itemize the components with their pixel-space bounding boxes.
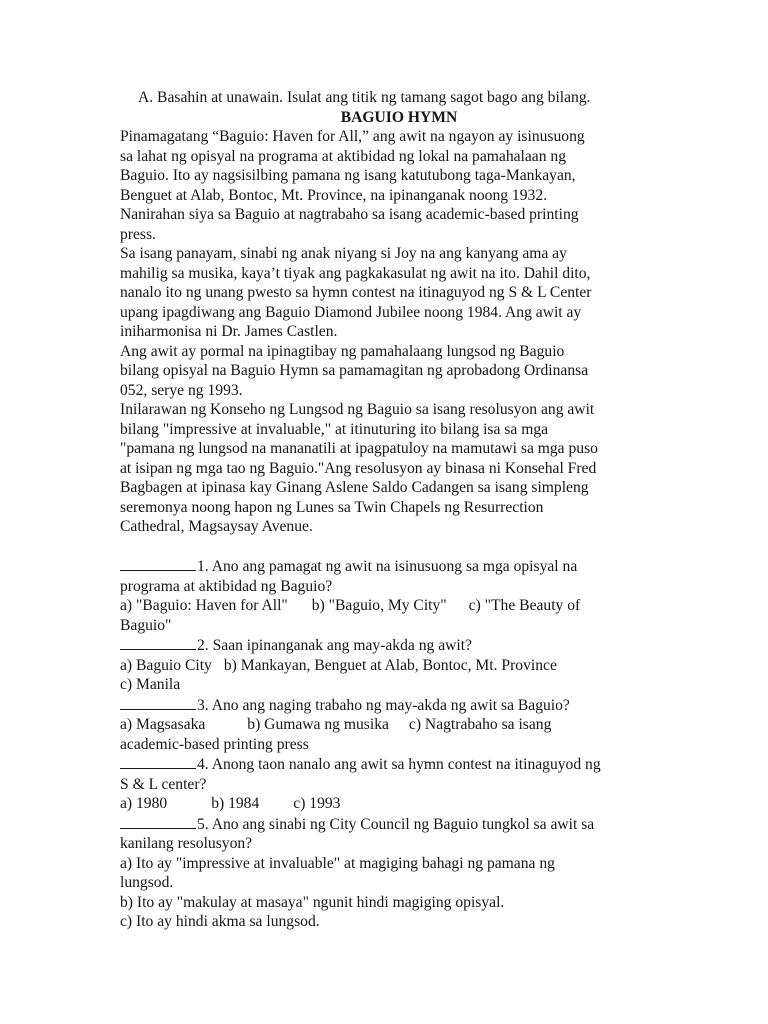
passage-line: Baguio. Ito ay nagsisilbing pamana ng isang katutubong taga-Mankayan, xyxy=(120,167,576,184)
passage-title: BAGUIO HYMN xyxy=(340,108,458,126)
passage-line: Bagbagen at ipinasa kay Ginang Aslene Saldo Cadangen sa isang simpleng xyxy=(120,479,589,496)
passage-line: Ang awit ay pormal na ipinagtibay ng pamahalaang lungsod ng Baguio xyxy=(120,342,565,360)
choice-c-continued: academic-based printing press xyxy=(120,735,309,753)
question-1 xyxy=(120,556,660,635)
passage-line: press. xyxy=(120,225,156,243)
passage-line: 052, serye ng 1993. xyxy=(120,381,243,399)
answer-blank-4[interactable] xyxy=(120,754,196,769)
choice-c: c) 1993 xyxy=(293,795,341,812)
instruction-text: A. Basahin at unawain. Isulat ang titik ng tamang sagot bago ang bilang. xyxy=(138,89,591,106)
question-text: kanilang resolusyon? xyxy=(120,835,253,852)
choice-c: c) Ito ay hindi akma sa lungsod. xyxy=(120,913,320,930)
question-4 xyxy=(120,754,660,814)
passage-line: Benguet at Alab, Bontoc, Mt. Province, na ipinanganak noong 1932. xyxy=(120,186,548,204)
passage-line: bilang "impressive at invaluable," at itinuturing ito bilang isa sa mga xyxy=(120,420,549,438)
question-2 xyxy=(120,635,660,695)
worksheet-page xyxy=(120,88,660,932)
choice-b: b) Gumawa ng musika xyxy=(247,716,389,733)
passage-line: at isipan ng mga tao ng Baguio."Ang resolusyon ay binasa ni Konsehal Fred xyxy=(120,459,597,477)
question-text: programa at aktibidad ng Baguio? xyxy=(120,577,333,595)
choice-b: b) Ito ay "makulay at masaya" ngunit hindi magiging opisyal. xyxy=(120,893,505,911)
question-text: 3. Ano ang naging trabaho ng may-akda ng awit sa Baguio? xyxy=(197,696,570,714)
answer-blank-1[interactable] xyxy=(120,556,196,571)
choice-a: a) "Baguio: Haven for All" xyxy=(120,597,288,614)
choice-c: c) "The Beauty of xyxy=(468,597,581,614)
choice-c: c) Manila xyxy=(120,676,181,693)
question-text: 4. Anong taon nanalo ang awit sa hymn contest na itinaguyod ng xyxy=(197,756,601,773)
passage-line: Sa isang panayam, sinabi ng anak niyang si Joy na ang kanyang ama ay xyxy=(120,245,567,262)
choice-a: a) Ito ay "impressive at invaluable" at magiging bahagi ng pamana ng xyxy=(120,854,555,872)
choice-c: c) Nagtrabaho sa isang xyxy=(408,716,552,733)
choice-a-continued: lungsod. xyxy=(120,874,174,891)
answer-blank-2[interactable] xyxy=(120,635,196,650)
question-5 xyxy=(120,814,660,932)
passage-line: nanalo ito ng unang pwesto sa hymn contest na itinaguyod ng S & L Center xyxy=(120,284,592,301)
question-text: 5. Ano ang sinabi ng City Council ng Baguio tungkol sa awit sa xyxy=(197,815,595,833)
question-3 xyxy=(120,695,660,755)
question-text: S & L center? xyxy=(120,775,207,793)
passage-line: Nanirahan siya sa Baguio at nagtrabaho sa isang academic-based printing xyxy=(120,206,579,223)
choice-a: a) Magsasaka xyxy=(120,716,206,733)
passage-line: "pamana ng lungsod na mananatili at ipagpatuloy na mamutawi sa mga puso xyxy=(120,440,598,457)
passage-line: bilang opisyal na Baguio Hymn sa pamamagitan ng aprobadong Ordinansa xyxy=(120,362,589,379)
section-spacer xyxy=(120,537,660,557)
passage-line: seremonya noong hapon ng Lunes sa Twin Chapels ng Resurrection xyxy=(120,498,544,516)
choice-a: a) Baguio City xyxy=(120,656,212,674)
question-text: 2. Saan ipinanganak ang may-akda ng awit? xyxy=(197,637,472,654)
answer-blank-5[interactable] xyxy=(120,814,196,829)
choice-a: a) 1980 xyxy=(120,795,168,812)
reading-passage xyxy=(120,127,660,537)
answer-blank-3[interactable] xyxy=(120,695,196,710)
passage-line: upang ipagdiwang ang Baguio Diamond Jubilee noong 1984. Ang awit ay xyxy=(120,303,582,321)
passage-line: sa lahat ng opisyal na programa at aktibidad ng lokal na pamahalaan ng xyxy=(120,147,567,165)
choice-c-continued: Baguio" xyxy=(120,616,172,634)
choice-b: b) "Baguio, My City" xyxy=(311,597,447,614)
passage-line: Pinamagatang “Baguio: Haven for All,” ang awit na ngayon ay isinusuong xyxy=(120,128,585,145)
choice-b: b) Mankayan, Benguet at Alab, Bontoc, Mt. Province xyxy=(223,656,557,674)
choice-b: b) 1984 xyxy=(211,795,260,812)
passage-line: Inilarawan ng Konseho ng Lungsod ng Baguio sa isang resolusyon ang awit xyxy=(120,401,595,418)
question-text: 1. Ano ang pamagat ng awit na isinusuong sa mga opisyal na xyxy=(197,558,578,575)
passage-line: iniharmonisa ni Dr. James Castlen. xyxy=(120,323,338,340)
passage-line: Cathedral, Magsaysay Avenue. xyxy=(120,518,313,535)
passage-line: mahilig sa musika, kaya’t tiyak ang pagkakasulat ng awit na ito. Dahil dito, xyxy=(120,264,591,282)
